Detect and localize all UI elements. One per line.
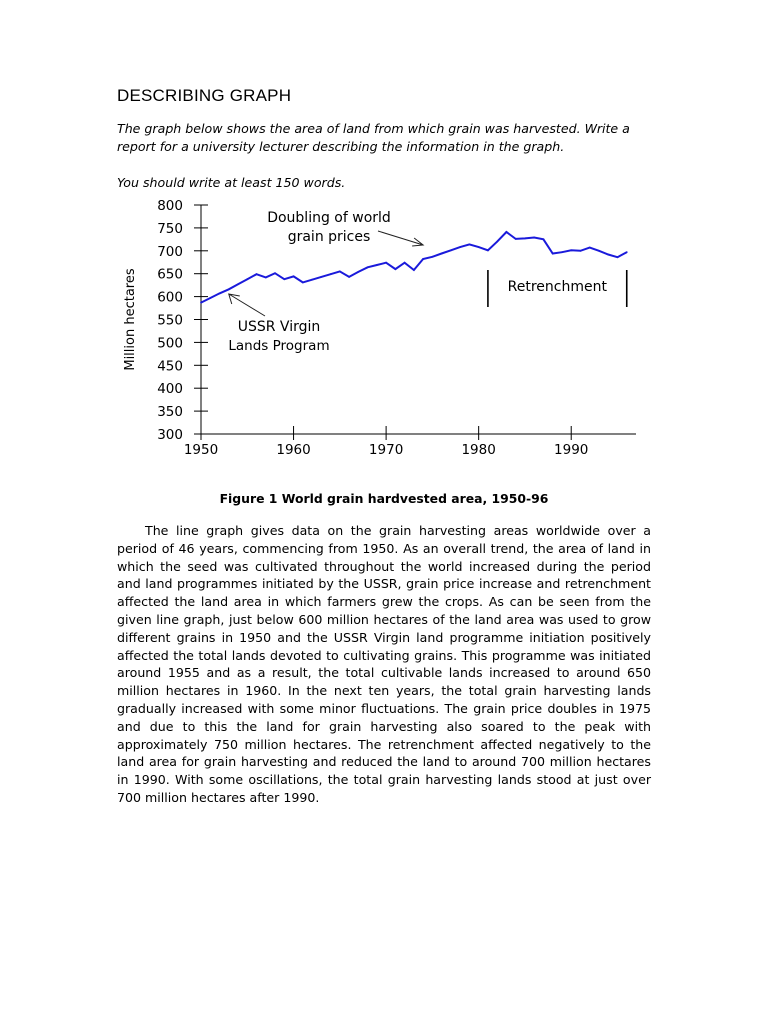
data-point: [219, 292, 221, 294]
data-point: [367, 266, 369, 268]
y-tick-label: 350: [157, 404, 183, 421]
data-point: [422, 258, 424, 260]
data-point: [515, 238, 517, 240]
data-point: [626, 251, 628, 253]
x-tick-label: 1950: [183, 442, 219, 458]
y-axis-label: Million hectares: [123, 268, 138, 371]
annotation-price-doubling-line2: grain prices: [287, 229, 371, 245]
y-tick-label: 550: [157, 312, 183, 329]
y-tick-label: 500: [157, 335, 183, 352]
data-point: [311, 279, 313, 281]
annotation-retrenchment: Retrenchment: [507, 279, 607, 295]
data-point: [330, 273, 332, 275]
x-tick-label: 1980: [461, 442, 496, 458]
data-point: [385, 262, 387, 264]
data-point: [496, 241, 498, 243]
x-tick-label: 1970: [368, 442, 404, 458]
x-tick-label: 1990: [554, 442, 589, 458]
page-heading: DESCRIBING GRAPH: [117, 86, 292, 105]
data-point: [431, 256, 433, 258]
data-point: [394, 268, 396, 270]
data-point: [533, 237, 535, 239]
data-point: [506, 231, 508, 233]
annotation-ussr-program-line1: USSR Virgin: [237, 319, 321, 335]
data-point: [237, 283, 239, 285]
y-tick-label: 750: [157, 220, 183, 237]
data-point: [617, 256, 619, 258]
y-tick-label: 700: [157, 243, 183, 260]
data-point: [561, 251, 563, 253]
data-point: [469, 243, 471, 245]
y-axis: [157, 198, 208, 443]
annotation-price-doubling-line1: Doubling of world: [267, 210, 391, 226]
data-point: [228, 288, 230, 290]
y-tick-label: 300: [157, 427, 183, 443]
data-point: [413, 269, 415, 271]
data-point: [580, 250, 582, 252]
data-point: [320, 276, 322, 278]
data-point: [376, 264, 378, 266]
report-body: The line graph gives data on the grain harvesting areas worldwide over a period of 46 years, commencing from 1950. As an overall trend, the area of land in which the seed was cultivated throughout the world increased during the period and land programmes initiated by the USSR, grain price increase and retrenchment affected the land area in which farmers grew the crops. As can be seen from the given line graph, just below 600 million hectares of the land area was used to grow different grains in 1950 and the USSR Virgin land programme initiation positively affected the total lands devoted to cultivating grains. This programme was initiated around 1955 and as a result, the total cultivable lands increased to around 650 million hectares in 1960. In the next ten years, the total grain harvesting lands gradually increased with some minor fluctuations. The grain price doubles in 1975 and due to this the land for grain harvesting also soared to the peak with approximately 750 million hectares. The retrenchment affected negatively to the land area for grain harvesting and reduced the land to around 700 million hectares in 1990. With some oscillations, the total grain harvesting lands stood at just over 700 million hectares after 1990.: [117, 523, 651, 805]
annotation-ussr-program-arrow: [229, 294, 265, 316]
data-point: [570, 249, 572, 251]
annotation-ussr-program-line2: Lands Program: [228, 338, 330, 354]
data-point: [256, 273, 258, 275]
data-point: [200, 302, 202, 304]
data-point: [524, 238, 526, 240]
task-instructions: The graph below shows the area of land from which grain was harvested. Write a report for a university lecturer describing the information in the graph.: [117, 121, 630, 154]
data-point: [283, 278, 285, 280]
data-point: [209, 297, 211, 299]
y-tick-label: 400: [157, 381, 183, 398]
x-tick-label: 1960: [276, 442, 311, 458]
y-tick-label: 650: [157, 266, 183, 283]
data-point: [607, 254, 609, 256]
data-point: [302, 282, 304, 284]
data-point: [598, 250, 600, 252]
y-tick-label: 600: [157, 289, 183, 306]
data-point: [404, 262, 406, 264]
grain-area-line-chart: [110, 195, 650, 470]
data-point: [478, 246, 480, 248]
data-point: [441, 253, 443, 255]
data-point: [552, 253, 554, 255]
figure-caption: Figure 1 World grain hardvested area, 1950-96: [219, 491, 549, 506]
data-point: [339, 271, 341, 273]
data-point: [246, 278, 248, 280]
data-point: [487, 249, 489, 251]
data-point: [274, 272, 276, 274]
annotation-price-doubling-arrow: [378, 231, 423, 246]
data-point: [348, 276, 350, 278]
data-point: [459, 246, 461, 248]
x-axis: [184, 426, 636, 458]
y-tick-label: 450: [157, 358, 183, 375]
word-requirement: You should write at least 150 words.: [117, 175, 346, 190]
y-tick-label: 800: [157, 198, 183, 214]
data-point: [543, 238, 545, 240]
data-point: [293, 276, 295, 278]
data-point: [450, 249, 452, 251]
data-point: [357, 271, 359, 273]
data-point: [589, 247, 591, 249]
data-point: [265, 276, 267, 278]
